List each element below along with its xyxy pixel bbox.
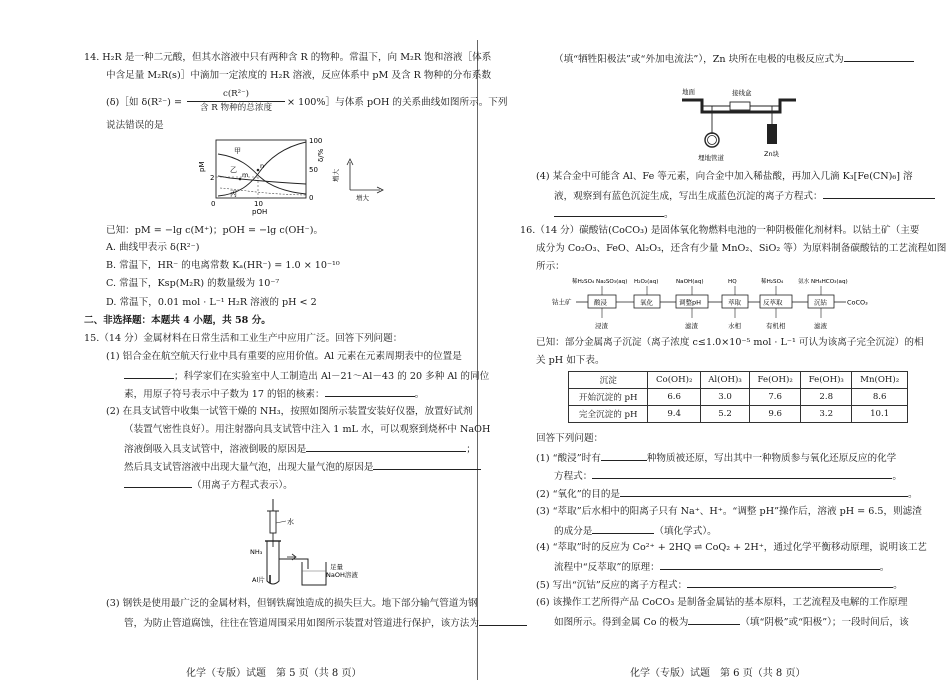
q15-p2-line3-end: ； xyxy=(466,444,476,455)
label-jia: 甲 xyxy=(234,147,241,155)
q16-s1-line2-end: 。 xyxy=(892,471,902,482)
q15-p4-line2 xyxy=(554,188,935,203)
y-axis-label-left: pM xyxy=(198,161,206,172)
q15-p3-line1: (3) 钢铁是使用最广泛的金属材料，但钢铁腐蚀造成的损失巨大。地下部分输气管道为钢 xyxy=(106,598,478,609)
q16-known-line2: 关 pH 如下表。 xyxy=(536,355,605,366)
naoh-label-1: 足量 xyxy=(330,563,343,571)
water-pointer xyxy=(276,521,286,523)
flow-output-5: 滤液 xyxy=(814,322,827,330)
q16-s4-line2-text: 流程中“反萃取”的原理： xyxy=(554,562,660,573)
q14-option-d[interactable]: D. 常温下，0.01 mol · L⁻¹ H₂R 溶液的 pH < 2 xyxy=(106,297,317,308)
q15-p2-line4-text: 然后具支试管溶液中出现大量气泡，出现大量气泡的原因是 xyxy=(124,462,374,473)
q16-s1-line2-text: 方程式： xyxy=(554,471,593,482)
answer-blank[interactable] xyxy=(592,523,654,534)
q15-p2-line3 xyxy=(124,441,476,456)
beaker xyxy=(302,562,326,585)
answer-blank[interactable] xyxy=(823,188,935,199)
q14-option-b[interactable]: B. 常温下，HR⁻ 的电离常数 Kₐ(HR⁻) = 1.0 × 10⁻¹⁰ xyxy=(106,260,340,271)
flow-product-label: CoCO₃ xyxy=(847,298,868,307)
water-label: 水 xyxy=(287,518,294,526)
page-footer-left: 化学（专版）试题 第 5 页（共 8 页） xyxy=(186,668,362,679)
apparatus-figure xyxy=(240,497,360,589)
q16-s6-line2 xyxy=(554,614,909,629)
ph-table-header xyxy=(569,372,908,389)
table-cell: 3.0 xyxy=(700,389,749,406)
q15-intro: 15.（14 分）金属材料在日常生活和工业生产中应用广泛。回答下列问题： xyxy=(84,333,403,344)
table-cell: 9.6 xyxy=(750,406,801,423)
table-cell: 完全沉淀的 pH xyxy=(569,406,648,423)
flow-reagent-5: 稀H₂SO₄ xyxy=(761,279,784,285)
q15-p1-line3-text: 素，用原子符号表示中子数为 17 的铝的核素： xyxy=(124,389,325,400)
flow-step-2 xyxy=(634,295,660,308)
flow-reagent-6: 氨水 NH₄HCO₃(aq) xyxy=(798,279,848,285)
answer-blank[interactable] xyxy=(325,386,415,397)
q14-line2: 中含足量 M₂R(s)］中滴加一定浓度的 H₂R 溶液，反应体系中 pM 及含 R 物种的分布系数 xyxy=(106,70,492,81)
flow-output-1: 浸渣 xyxy=(595,322,608,330)
curve-jia xyxy=(218,154,306,194)
tick-2: 2 xyxy=(210,174,215,182)
point-m xyxy=(239,178,242,181)
ph-table-header-cell: Fe(OH)₂ xyxy=(750,372,801,389)
q14-known: 已知：pM = −lg c(M⁺)；pOH = −lg c(OH⁻)。 xyxy=(106,225,324,236)
table-row xyxy=(569,406,908,423)
flow-step-5 xyxy=(760,295,792,308)
q15-p2-line4 xyxy=(124,459,481,474)
answer-blank[interactable] xyxy=(688,614,740,625)
q15-p2-line5-end: （用离子方程式表示）。 xyxy=(192,480,293,491)
answer-blank[interactable] xyxy=(844,51,914,62)
flow-output-3: 水相 xyxy=(728,322,741,330)
naoh-label-2: NaOH溶液 xyxy=(326,571,358,579)
tick-0-right: 0 xyxy=(309,194,314,202)
q15-p1-line3 xyxy=(124,386,424,401)
table-cell: 9.4 xyxy=(648,406,701,423)
tick-0: 0 xyxy=(211,200,216,208)
q16-intro-line1: 16.（14 分）碳酸钴(CoCO₃) 是固体氧化物燃料电池的一种阴极催化剂材料。以钴土矿（主要 xyxy=(520,225,920,236)
q15-p2-line3-text: 溶液倒吸入具支试管中，溶液倒吸的原因是 xyxy=(124,444,307,455)
q14-line4: 说法错误的是 xyxy=(106,120,164,131)
q16-s1-line1a: (1) “酸浸”时有 xyxy=(536,453,601,464)
legend-up-label: 增大 xyxy=(332,169,340,182)
q16-s2-text: (2) “氧化”的目的是 xyxy=(536,489,621,500)
ph-table-header-cell: Co(OH)₂ xyxy=(648,372,701,389)
q15-p2-line2: （装置气密性良好）。用注射器向具支试管中注入 1 mL 水，可以观察到烧杯中 NaOH xyxy=(124,424,491,435)
delivery-tube xyxy=(279,559,308,569)
q16-s2-end: 。 xyxy=(908,489,918,500)
ph-table-header-cell: 沉淀 xyxy=(569,372,648,389)
answer-blank[interactable] xyxy=(124,368,174,379)
q15-p4-line2-text: 液，观察到有蓝色沉淀生成，写出生成蓝色沉淀的离子方程式： xyxy=(554,191,823,202)
q14-line1: 14. H₂R 是一种二元酸，但其水溶液中只有两种含 R 的物种。常温下，向 M₂R 饱和溶液［体系 xyxy=(84,52,492,63)
buried-pipe-inner xyxy=(708,136,717,145)
q15-p1-line2 xyxy=(124,368,489,383)
nh3-label: NH₃ xyxy=(250,548,263,556)
label-m: m xyxy=(242,171,249,179)
q16-s6-line2a: 如图所示。得到金属 Co 的极为 xyxy=(554,617,689,628)
wire-box xyxy=(730,102,750,110)
answer-blank[interactable] xyxy=(306,441,466,452)
flow-reagent-4: HQ xyxy=(728,279,737,285)
answer-blank[interactable] xyxy=(554,206,664,217)
table-cell: 7.6 xyxy=(750,389,801,406)
answer-blank[interactable] xyxy=(124,477,192,488)
q16-s5 xyxy=(536,577,903,592)
flow-step-label: 调整pH xyxy=(679,298,702,307)
syringe-barrel xyxy=(270,511,276,533)
q15-p1-line3-end: 。 xyxy=(414,389,425,400)
q16-s4-line1: (4) “萃取”时的反应为 Co²⁺ + 2HQ ⇌ CoQ₂ + 2H⁺，通过化学平衡移动原理，说明该工艺 xyxy=(536,542,927,553)
table-cell: 6.6 xyxy=(648,389,701,406)
answer-blank[interactable] xyxy=(687,577,893,588)
q15-p2-line1: (2) 在具支试管中收集一试管干燥的 NH₃，按照如图所示装置安装好仪器，放置好试剂 xyxy=(106,406,473,417)
q16-s4-line2 xyxy=(554,559,889,574)
zn-block xyxy=(767,124,777,144)
q14-frac-num: c(R²⁻) xyxy=(223,89,249,99)
point-n xyxy=(257,169,260,172)
q16-s1-line1 xyxy=(536,450,896,465)
ph-table-header-cell: Mn(OH)₂ xyxy=(852,372,908,389)
flow-step-1 xyxy=(588,295,616,308)
table-row xyxy=(569,389,908,406)
flow-output-4: 有机相 xyxy=(766,322,786,330)
flow-step-label: 氧化 xyxy=(640,298,653,307)
q15-cont-line1-text: （填“牺牲阳极法”或“外加电流法”），Zn 块所在电极的电极反应式为 xyxy=(554,54,844,65)
q14-graph xyxy=(190,132,390,224)
q16-s6-line2b: （填“阴极”或“阳极”）；一段时间后，该 xyxy=(740,617,909,628)
flow-step-6 xyxy=(808,295,834,308)
table-cell: 2.8 xyxy=(801,389,852,406)
q16-answer-prompt: 回答下列问题： xyxy=(536,433,604,444)
q16-s4-line2-end: 。 xyxy=(879,562,890,573)
q15-p4-line1: (4) 某合金中可能含 Al、Fe 等元素，向合金中加入稀盐酸，再加入几滴 K₃[Fe(CN)₆] 溶 xyxy=(536,171,913,182)
table-cell: 3.2 xyxy=(801,406,852,423)
flow-step-label: 反萃取 xyxy=(763,298,783,307)
q14-frac-den: 含 R 物种的总浓度 xyxy=(199,103,273,113)
q16-s5-end: 。 xyxy=(893,580,903,591)
label-bing: 丙 xyxy=(230,190,237,198)
legend-right-label: 增大 xyxy=(356,194,369,202)
tick-100: 100 xyxy=(309,137,323,145)
flow-step-label: 沉钴 xyxy=(814,298,827,307)
y-axis-label-right: δ/% xyxy=(317,148,325,162)
q15-p4-line3-end: 。 xyxy=(664,209,674,220)
q16-s3-line2a: 的成分是 xyxy=(554,526,593,537)
q14-option-a[interactable]: A. 曲线甲表示 δ(R²⁻) xyxy=(106,242,200,253)
x-axis-label: pOH xyxy=(252,208,268,216)
q16-s2 xyxy=(536,486,918,501)
table-cell: 5.2 xyxy=(700,406,749,423)
process-flow-chart xyxy=(552,276,882,332)
q15-p4-line3 xyxy=(554,206,674,221)
flow-start-label: 钴土矿 xyxy=(552,298,572,306)
q16-s5-text: (5) 写出“沉钴”反应的离子方程式： xyxy=(536,580,688,591)
q15-p3-line2 xyxy=(124,615,527,630)
q14-option-c[interactable]: C. 常温下，Ksp(M₂R) 的数量级为 10⁻⁷ xyxy=(106,278,280,289)
answer-blank[interactable] xyxy=(592,468,892,479)
q16-s1-line1b: 种物质被还原，写出其中一种物质参与氧化还原反应的化学 xyxy=(646,453,897,464)
q16-s3-line2b: （填化学式）。 xyxy=(654,526,717,537)
side-arm-test-tube xyxy=(267,541,279,584)
pipe-protection-figure xyxy=(680,80,800,166)
flow-reagent-3: NaOH(aq) xyxy=(676,279,704,285)
q15-cont-line1 xyxy=(554,51,914,66)
q14-line3b: × 100%］与体系 pOH 的关系曲线如图所示。下列 xyxy=(287,97,508,108)
table-cell: 8.6 xyxy=(852,389,908,406)
right-page xyxy=(480,0,950,688)
table-cell: 10.1 xyxy=(852,406,908,423)
q15-p1-line1: (1) 铝合金在航空航天行业中具有重要的应用价值。Al 元素在元素周期表中的位置是 xyxy=(106,351,462,362)
al-label: Al片 xyxy=(252,576,265,584)
pipe-label: 埋地管道 xyxy=(698,154,724,162)
label-n: n xyxy=(260,162,265,170)
q16-s6-line1: (6) 该操作工艺所得产品 CoCO₃ 是制备金属钴的基本原料，工艺流程及电解的工作原理 xyxy=(536,597,908,608)
q15-p1-line2-text: ；科学家们在实验室中人工制造出 Al－21～Al－43 的 20 多种 Al 的同位 xyxy=(174,371,490,382)
flow-reagent-2: H₂O₂(aq) xyxy=(634,279,659,285)
flow-step-3 xyxy=(676,295,708,308)
answer-blank[interactable] xyxy=(620,486,908,497)
q16-intro-line2: 成分为 Co₂O₃、FeO、Al₂O₃，还含有少量 MnO₂、SiO₂ 等）为原料制备碳酸钴的工艺流程如图 xyxy=(536,243,947,254)
q16-intro-line3: 所示： xyxy=(536,261,565,272)
zn-label: Zn块 xyxy=(764,150,780,158)
ph-table-header-cell: Al(OH)₃ xyxy=(700,372,749,389)
flow-step-4 xyxy=(722,295,748,308)
page-footer-right: 化学（专版）试题 第 6 页（共 8 页） xyxy=(630,668,806,679)
q16-s1-line2 xyxy=(554,468,902,483)
flow-step-label: 萃取 xyxy=(728,298,741,307)
tick-50: 50 xyxy=(309,166,318,174)
q16-s3-line2 xyxy=(554,523,717,538)
table-cell: 开始沉淀的 pH xyxy=(569,389,648,406)
q14-line3a: (δ)［如 δ(R²⁻) = xyxy=(106,97,182,108)
section-2-heading: 二、非选择题：本题共 4 小题，共 58 分。 xyxy=(84,315,271,326)
answer-blank[interactable] xyxy=(601,450,647,461)
wire-box-label: 接线盒 xyxy=(732,89,752,97)
answer-blank[interactable] xyxy=(373,459,481,470)
q15-p2-line5 xyxy=(124,477,293,492)
ph-table xyxy=(568,371,908,423)
q16-s3-line1: (3) “萃取”后水相中的阳离子只有 Na⁺、H⁺。“调整 pH”操作后，溶液 pH = 6.5，则滤渣 xyxy=(536,506,922,517)
flow-output-2: 滤渣 xyxy=(685,322,698,330)
flow-step-label: 酸浸 xyxy=(594,298,607,307)
label-yi: 乙 xyxy=(230,166,237,174)
ground-label: 地面 xyxy=(682,88,695,96)
answer-blank[interactable] xyxy=(660,559,880,570)
flow-reagent-1: 稀H₂SO₄ Na₂SO₃(aq) xyxy=(572,279,628,285)
curve-yi xyxy=(218,176,306,184)
tick-10: 10 xyxy=(254,200,263,208)
ph-table-header-cell: Fe(OH)₃ xyxy=(801,372,852,389)
q16-known-line1: 已知：部分金属离子沉淀（离子浓度 c≤1.0×10⁻⁵ mol · L⁻¹ 可认为该离子完全沉淀）的相 xyxy=(536,337,924,348)
q15-p3-line2-text: 管，为防止管道腐蚀，往往在管道周围采用如图所示装置对管道进行保护，该方法为 xyxy=(124,618,479,629)
